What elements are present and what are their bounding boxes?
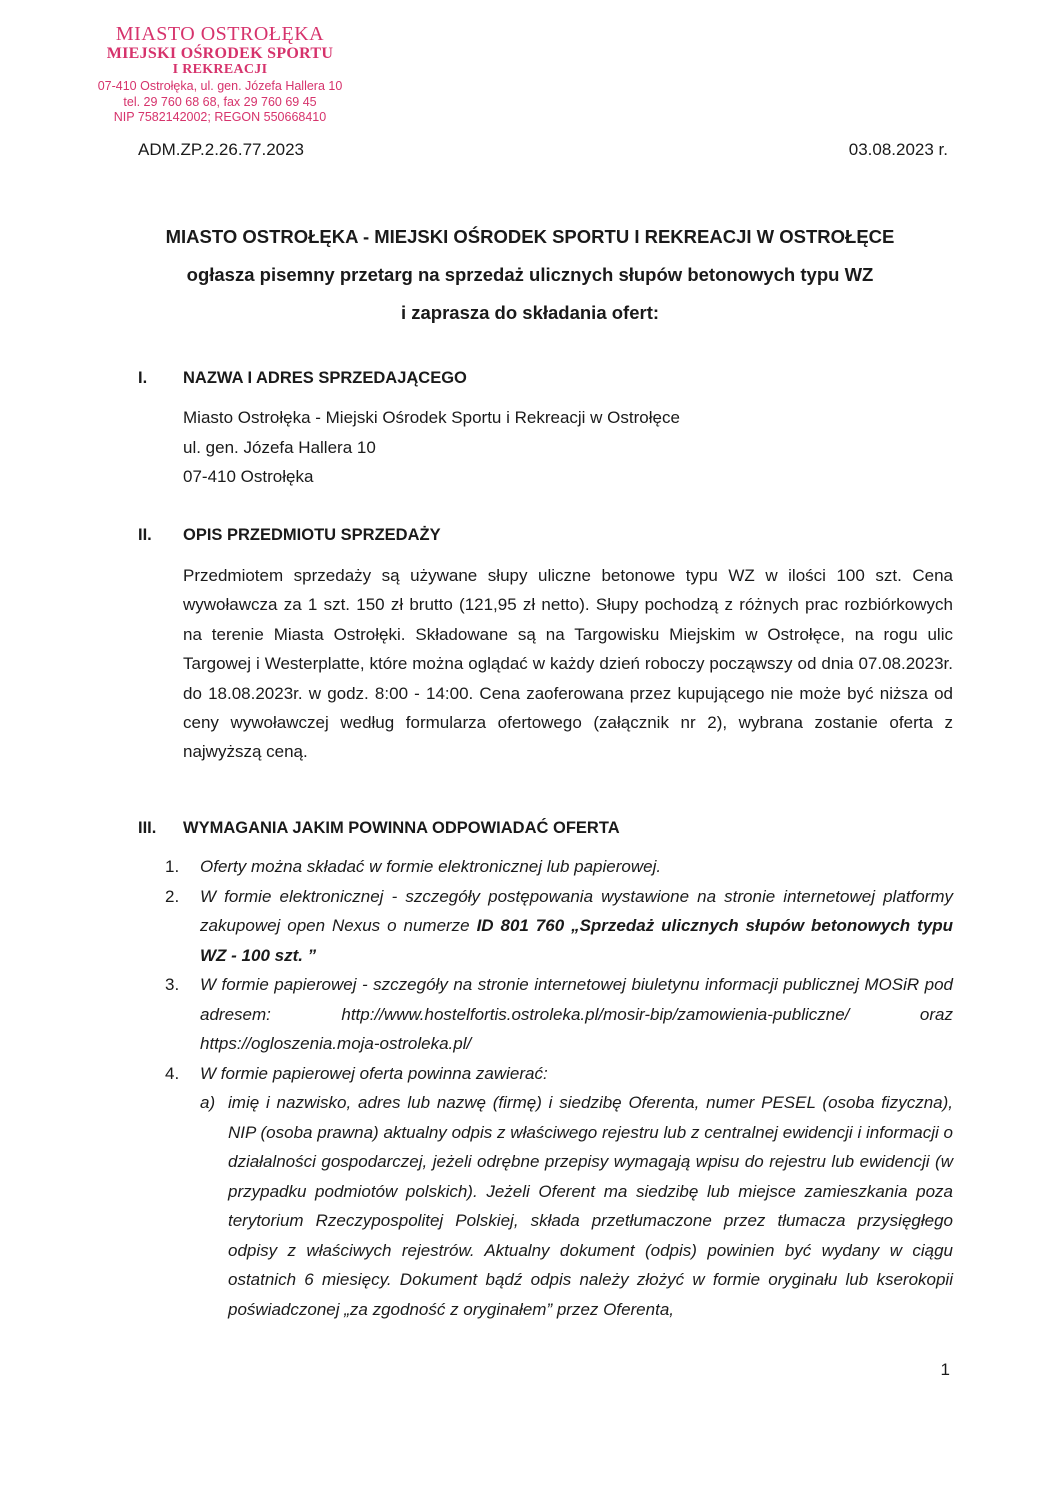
list-item (165, 852, 953, 882)
stamp-line-institution-2: I REKREACJI (172, 62, 268, 77)
list-item (165, 882, 953, 971)
institution-stamp (70, 24, 370, 124)
list-item-text: Oferty można składać w formie elektronicznej lub papierowej. (200, 857, 662, 876)
section-2-number: II. (138, 526, 152, 544)
section-2-title (138, 526, 441, 545)
list-item-number: 1. (165, 857, 180, 876)
requirements-list (165, 852, 953, 1324)
list-item (165, 970, 953, 1059)
section-1-title (138, 369, 467, 388)
seller-name: Miasto Ostrołęka - Miejski Ośrodek Sportu i Rekreacji w Ostrołęce (183, 408, 680, 427)
list-item-text: W formie papierowej oferta powinna zawierać: (200, 1063, 548, 1083)
seller-street: ul. gen. Józefa Hallera 10 (183, 437, 376, 457)
list-item (165, 1059, 953, 1089)
section-1-number: I. (138, 369, 148, 387)
section-3-number: III. (138, 819, 157, 837)
announcement-heading (100, 218, 960, 332)
seller-city: 07-410 Ostrołęka (183, 467, 314, 486)
section-3-label: WYMAGANIA JAKIM POWINNA ODPOWIADAĆ OFERTA (183, 819, 620, 837)
stamp-line-city: MIASTO OSTROŁĘKA (115, 23, 325, 45)
sale-description: Przedmiotem sprzedaży są używane słupy uliczne betonowe typu WZ w ilości 100 szt. Cena wywoławcza za 1 szt. 150 zł brutto (121,95 zł netto). Słupy pochodzą z różnych prac rozbiórkowych na terenie Miasta Ostrołęki. Składowane są na Targowisku Miejskim w Ostrołęce, na rogu ulic Targowej i Westerplatte, które można oglądać w każdy dzień roboczy począwszy od dnia 07.08.2023r. do 18.08.2023r. w godz. 8:00 - 14:00. Cena zaoferowana przez kupującego nie może być niższa od ceny wywoławczej według formularza ofertowego (załącznik nr 2), wybrana zostanie oferta z najwyższą ceną. (183, 566, 953, 762)
document-date: 03.08.2023 r. (848, 140, 948, 159)
stamp-line-phone: tel. 29 760 68 68, fax 29 760 69 45 (123, 94, 317, 109)
sub-list-item (200, 1088, 953, 1324)
stamp-line-address: 07-410 Ostrołęka, ul. gen. Józefa Hallera 10 (97, 79, 343, 93)
list-item-number: 3. (165, 975, 180, 994)
section-3-title (138, 819, 620, 838)
list-item-number: 4. (165, 1063, 180, 1083)
sub-list-item-text: imię i nazwisko, adres lub nazwę (firmę) i siedzibę Oferenta, numer PESEL (osoba fizyczna), NIP (osoba prawna) aktualny odpis z właściwego rejestru lub z centralnej ewidencji i informacji o działalności gospodarczej, jeżeli odrębne przepisy wymagają wpisu do rejestru lub ewidencji (w przypadku podmiotów polskich). Jeżeli Oferent ma siedzibę lub miejsce zamieszkania poza terytorium Rzeczypospolitej Polskiej, składa przetłumaczone przez tłumacza przysięgłego odpisy z właściwych rejestrów. Aktualny dokument (odpis) powinien być wydany w ciągu ostatnich 6 miesięcy. Dokument bądź odpis należy złożyć w formie oryginału lub kserokopii poświadczonej „za zgodność z oryginałem” przez Oferenta, (228, 1093, 953, 1319)
list-item-text: W formie papierowej - szczegóły na stronie internetowej biuletynu informacji publicznej MOSiR pod adresem: http://www.hostelfortis.ostroleka.pl/mosir-bip/zamowienia-publiczne/ oraz https://ogloszenia.moja-ostroleka.pl/ (200, 975, 953, 1053)
heading-line-1: MIASTO OSTROŁĘKA - MIEJSKI OŚRODEK SPORTU I REKREACJI W OSTROŁĘCE (165, 226, 895, 247)
list-item-number: 2. (165, 886, 180, 906)
list-item-text-regular: W formie elektronicznej - szczegóły postępowania wystawione na stronie internetowej platformy zakupowej open Nexus o numerze (200, 886, 953, 935)
page-number: 1 (940, 1360, 950, 1379)
auction-id-title: ID 801 760 „Sprzedaż ulicznych słupów betonowych typu WZ - 100 szt. ” (200, 916, 954, 965)
heading-line-2: ogłasza pisemny przetarg na sprzedaż ulicznych słupów betonowych typu WZ (186, 264, 874, 285)
stamp-line-institution: MIEJSKI OŚRODEK SPORTU (106, 45, 334, 62)
section-1-label: NAZWA I ADRES SPRZEDAJĄCEGO (183, 369, 467, 387)
seller-address (183, 403, 680, 492)
list-item-text (200, 882, 953, 971)
stamp-line-nip: NIP 7582142002; REGON 550668410 (113, 110, 327, 124)
section-2-label: OPIS PRZEDMIOTU SPRZEDAŻY (183, 526, 441, 544)
heading-line-3: i zaprasza do składania ofert: (400, 302, 660, 323)
document-reference: ADM.ZP.2.26.77.2023 (138, 140, 305, 159)
sub-list-item-letter: a) (200, 1093, 216, 1112)
